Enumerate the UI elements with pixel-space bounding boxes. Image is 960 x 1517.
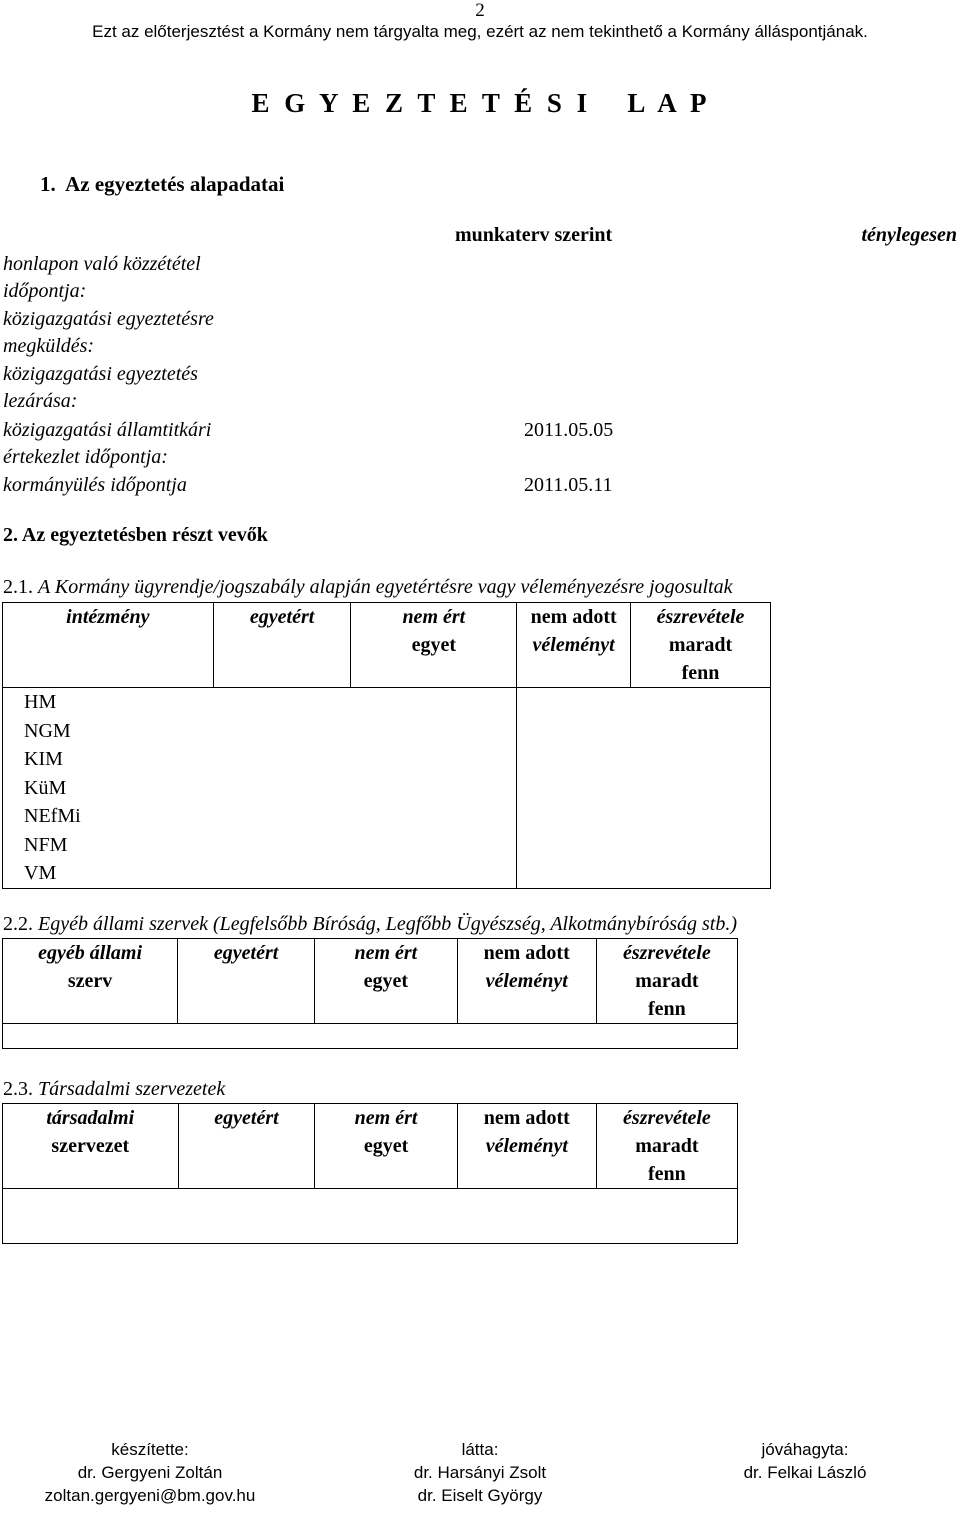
subsection-2-1-heading xyxy=(3,576,732,599)
civil-organisations-empty-row xyxy=(3,1189,738,1244)
subsection-2-2-heading xyxy=(3,913,737,936)
header-agrees: egyetért xyxy=(178,1104,315,1189)
other-state-bodies-empty-row xyxy=(3,1024,738,1049)
disclaimer-text: Ezt az előterjesztést a Kormány nem tárgyalta meg, ezért az nem tekinthető a Kormány álláspontjának. xyxy=(92,22,868,41)
header-no-opinion: nem adott véleményt xyxy=(457,1104,596,1189)
row-label-publication: honlapon való közzététel időpontja: xyxy=(3,253,201,302)
institution-hm: HM xyxy=(24,691,57,713)
header-agrees: egyetért xyxy=(178,939,315,1024)
header-remark-remained: észrevétele maradt fenn xyxy=(631,603,771,688)
approved-by-block xyxy=(695,1438,915,1484)
institution-kim: KIM xyxy=(24,748,63,770)
institution-nefmi: NEfMi xyxy=(24,805,81,827)
header-remark-remained: észrevétele maradt fenn xyxy=(596,939,737,1024)
institution-responses xyxy=(517,688,771,889)
subsection-2-1-title: A Kormány ügyrendje/jogszabály alapján egyetértésre vagy véleményezésre jogosultak xyxy=(38,576,733,598)
row-label-government-meeting: kormányülés időpontja xyxy=(3,474,187,496)
subsection-2-1-number: 2.1. xyxy=(3,576,38,598)
document-title: E G Y E Z T E T É S I L A P xyxy=(251,88,709,118)
header-institution: intézmény xyxy=(3,603,214,688)
column-header-actual: ténylegesen xyxy=(861,224,957,246)
column-header-planned: munkaterv szerint xyxy=(455,224,613,246)
subsection-2-3-title: Társadalmi szervezetek xyxy=(38,1078,226,1100)
header-no-opinion: nem adott véleményt xyxy=(457,939,596,1024)
prepared-by-block xyxy=(20,1438,280,1507)
planned-date-state-secretary-meeting: 2011.05.05 xyxy=(524,419,614,441)
subsection-2-2-title: Egyéb állami szervek (Legfelsőbb Bíróság, Legfőbb Ügyészség, Alkotmánybíróság stb.) xyxy=(38,913,737,935)
institution-vm: VM xyxy=(24,862,57,884)
institution-nfm: NFM xyxy=(24,833,68,856)
row-label-state-secretary-meeting: közigazgatási államtitkári értekezlet időpontja: xyxy=(3,419,212,468)
table-other-state-bodies xyxy=(2,938,738,1049)
subsection-2-3-heading xyxy=(3,1078,225,1101)
row-label-closing: közigazgatási egyeztetés lezárása: xyxy=(3,363,198,412)
header-disagrees: nem ért egyet xyxy=(315,1104,457,1189)
prepared-by-name: dr. Gergyeni Zoltán xyxy=(77,1463,223,1482)
seen-by-name-1: dr. Harsányi Zsolt xyxy=(413,1463,547,1482)
header-disagrees: nem ért egyet xyxy=(315,939,458,1024)
approved-by-label: jóváhagyta: xyxy=(761,1440,849,1459)
section1-heading: 1. Az egyeztetés alapadatai xyxy=(40,172,285,196)
subsection-2-2-number: 2.2. xyxy=(3,913,38,935)
page-number: 2 xyxy=(475,0,485,21)
header-civil-organisation: társadalmi szervezet xyxy=(3,1104,179,1189)
seen-by-label: látta: xyxy=(461,1440,499,1459)
prepared-by-email: zoltan.gergyeni@bm.gov.hu xyxy=(44,1486,256,1505)
header-no-opinion: nem adott véleményt xyxy=(517,603,631,688)
seen-by-name-2: dr. Eiselt György xyxy=(417,1486,543,1505)
prepared-by-label: készítette: xyxy=(111,1440,189,1459)
institution-list xyxy=(3,688,517,889)
header-other-state-body: egyéb állami szerv xyxy=(3,939,178,1024)
header-disagrees: nem ért egyet xyxy=(351,603,517,688)
seen-by-block xyxy=(370,1438,590,1507)
section2-heading: 2. Az egyeztetésben részt vevők xyxy=(3,524,268,546)
header-agrees: egyetért xyxy=(213,603,351,688)
row-label-sending: közigazgatási egyeztetésre megküldés: xyxy=(3,308,214,357)
institution-kum: KüM xyxy=(24,776,67,799)
table-civil-organisations xyxy=(2,1103,738,1244)
planned-date-government-meeting: 2011.05.11 xyxy=(524,474,613,496)
institution-ngm: NGM xyxy=(24,719,71,742)
header-remark-remained: észrevétele maradt fenn xyxy=(596,1104,737,1189)
approved-by-name: dr. Felkai László xyxy=(743,1463,867,1482)
subsection-2-3-number: 2.3. xyxy=(3,1078,38,1100)
table-mandated-institutions xyxy=(2,602,771,889)
